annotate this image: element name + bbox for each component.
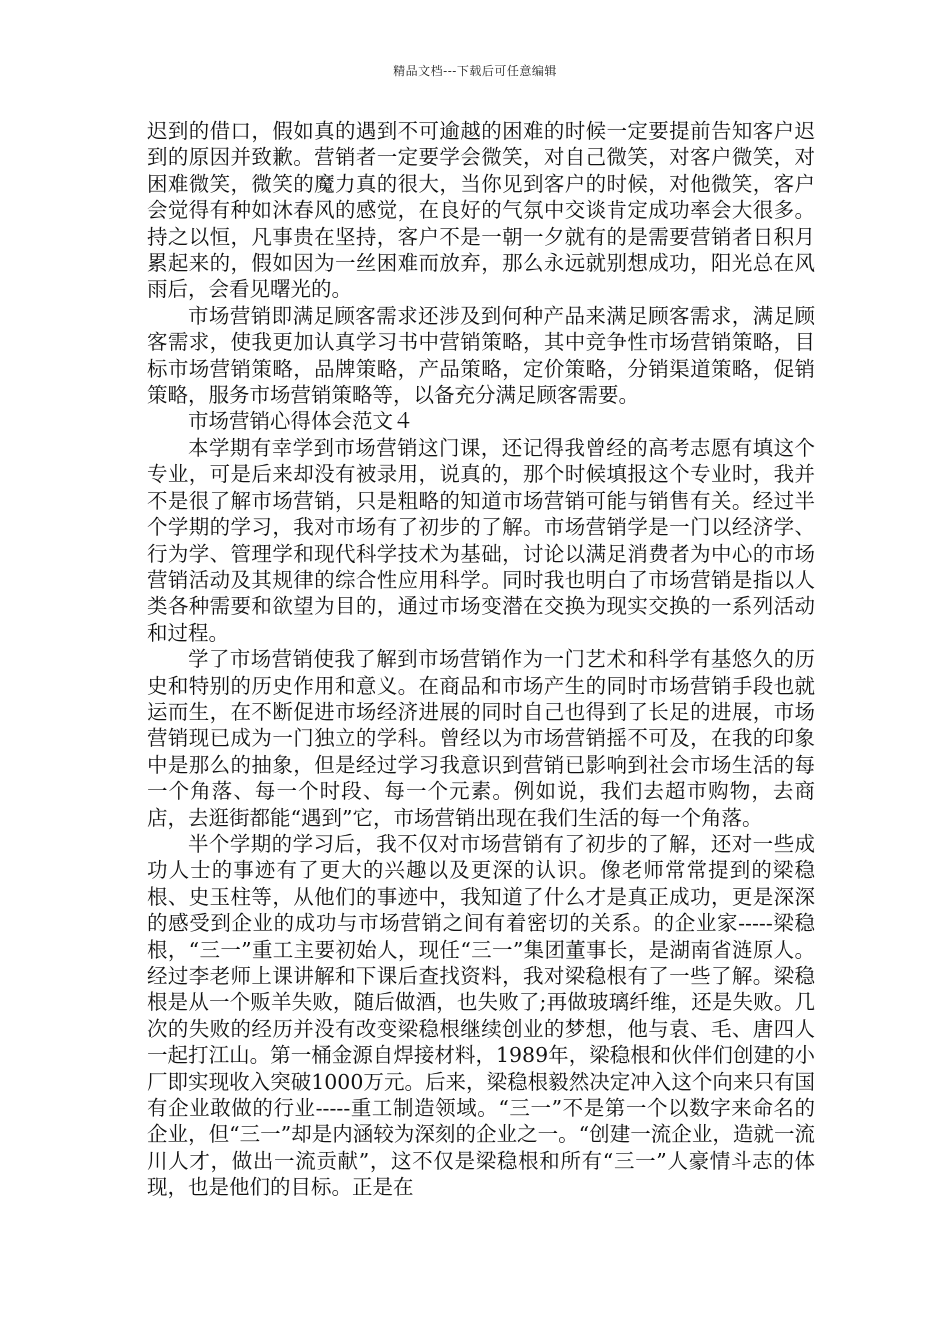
paragraph-marketing-history: 学了市场营销使我了解到市场营销作为一门艺术和科学有基悠久的历史和特别的历史作用和意义。在商品和市场产生的同时市场营销手段也就运而生，在不断促进市场经济进展的同时自己也得到了长足的进展，市场营销现已成为一门独立的学科。曾经以为市场营销摇不可及，在我的印象中是那么的抽象，但是经过学习我意识到营销已影响到社会市场生活的每一个角落、每一个时段、每一个元素。例如说，我们去超市购物，去商店，去逛街都能“遇到”它，市场营销出现在我们生活的每一个角落。 (147, 647, 815, 830)
document-body (147, 118, 815, 1201)
paragraph-success-stories: 半个学期的学习后，我不仅对市场营销有了初步的了解，还对一些成功人士的事迹有了更大的兴趣以及更深的认识。像老师常常提到的梁稳根、史玉柱等，从他们的事迹中，我知道了什么才是真正成功，更是深深的感受到企业的成功与市场营销之间有着密切的关系。的企业家-----梁稳根，“三一”重工主要初始人，现任“三一”集团董事长，是湖南省涟原人。经过李老师上课讲解和下课后查找资料，我对梁稳根有了一些了解。梁稳根是从一个贩羊失败，随后做酒，也失败了;再做玻璃纤维，还是失败。几次的失败的经历并没有改变梁稳根继续创业的梦想，他与袁、毛、唐四人一起打江山。第一桶金源自焊接材料，1989年，梁稳根和伙伴们创建的小厂即实现收入突破1000万元。后来，梁稳根毅然决定冲入这个向来只有国有企业敢做的行业-----重工制造领域。“三一”不是第一个以数字来命名的企业，但“三一”却是内涵较为深刻的企业之一。“创建一流企业，造就一流川人才，做出一流贡献”，这不仅是梁稳根和所有“三一”人豪情斗志的体现，也是他们的目标。正是在 (147, 831, 815, 1200)
paragraph-course-intro: 本学期有幸学到市场营销这门课，还记得我曾经的高考志愿有填这个专业，可是后来却没有被录用，说真的，那个时候填报这个专业时，我并不是很了解市场营销，只是粗略的知道市场营销可能与销售有关。经过半个学期的学习，我对市场有了初步的了解。市场营销学是一门以经济学、行为学、管理学和现代科学技术为基础，讨论以满足消费者为中心的市场营销活动及其规律的综合性应用科学。同时我也明白了市场营销是指以人类各种需要和欲望为目的，通过市场变潜在交换为现实交换的一系列活动和过程。 (147, 435, 815, 645)
page-header: 精品文档---下载后可任意编辑 (393, 64, 557, 78)
paragraph-marketing-needs: 市场营销即满足顾客需求还涉及到何种产品来满足顾客需求，满足顾客需求，使我更加认真学习书中营销策略，其中竞争性市场营销策略，目标市场营销策略，品牌策略，产品策略，定价策略，分销渠道策略，促销策略，服务市场营销策略等，以备充分满足顾客需要。 (147, 303, 815, 408)
paragraph-continuation: 迟到的借口，假如真的遇到不可逾越的困难的时候一定要提前告知客户迟到的原因并致歉。营销者一定要学会微笑，对自己微笑，对客户微笑，对困难微笑，微笑的魔力真的很大，当你见到客户的时候，对他微笑，客户会觉得有种如沐春风的感觉，在良好的气氛中交谈肯定成功率会大很多。持之以恒，凡事贵在坚持，客户不是一朝一夕就有的是需要营销者日积月累起来的，假如因为一丝困难而放弃，那么永远就别想成功，阳光总在风雨后，会看见曙光的。 (147, 119, 815, 302)
section-heading: 市场营销心得体会范文４ (188, 409, 414, 434)
